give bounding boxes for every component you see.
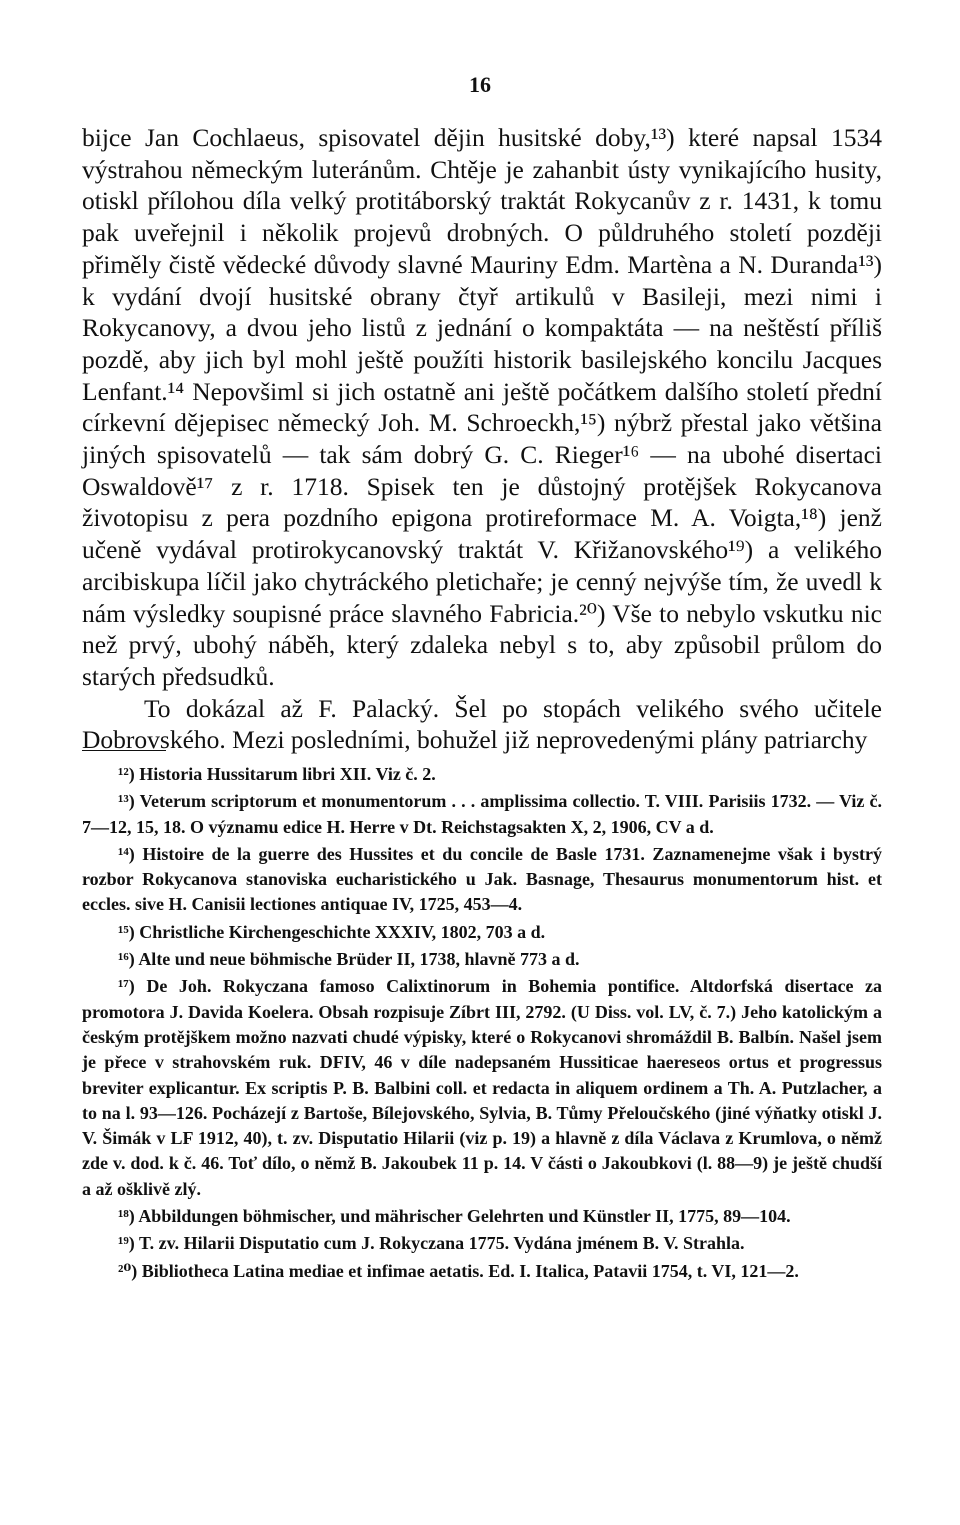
footnote-marker: ¹⁶) xyxy=(118,949,135,970)
footnote-13 xyxy=(82,789,882,840)
footnote-14 xyxy=(82,842,882,918)
footnote-17 xyxy=(82,974,882,1202)
footnote-18 xyxy=(82,1204,882,1229)
footnote-16 xyxy=(82,947,882,972)
footnote-text: Histoire de la guerre des Hussites et du concile de Basle 1731. Zaznamenejme však i bystrý rozbor Rokycanova stanoviska eucharistického u Jak. Basnage, Thesaurus monumentorum hist. et eccles. sive H. Canisii lectiones antiquae IV, 1725, 453—4. xyxy=(82,843,882,915)
footnote-15 xyxy=(82,920,882,945)
footnote-text: T. zv. Hilarii Disputatio cum J. Rokyczana 1775. Vydána jménem B. V. Strahla. xyxy=(138,1233,745,1254)
footnotes xyxy=(82,762,882,1286)
footnote-text: Christliche Kirchengeschichte XXXIV, 1802, 703 a d. xyxy=(139,921,546,942)
footnote-text: Bibliotheca Latina mediae et infimae aetatis. Ed. I. Italica, Patavii 1754, t. VI, 121—2. xyxy=(141,1260,799,1281)
footnote-12 xyxy=(82,762,882,787)
footnote-marker: ¹²) xyxy=(118,764,135,784)
footnote-marker: ¹⁸) xyxy=(118,1206,135,1227)
footnote-text: Historia Hussitarum libri XII. Viz č. 2. xyxy=(139,764,436,784)
footnote-divider xyxy=(82,750,166,751)
body-paragraph-2: To dokázal až F. Palacký. Šel po stopách velikého svého učitele Dobrovského. Mezi posledními, bohužel již neprovedenými plány patriarchy xyxy=(82,693,882,755)
footnote-19 xyxy=(82,1231,882,1256)
footnote-text: Alte und neue böhmische Brüder II, 1738, hlavně 773 a d. xyxy=(138,949,580,970)
footnote-text: Abbildungen böhmischer, und mährischer Gelehrten und Künstler II, 1775, 89—104. xyxy=(138,1206,791,1227)
footnote-text: De Joh. Rokyczana famoso Calixtinorum in Bohemia pontifice. Altdorfská disertace za promotora J. Davida Koelera. Obsah rozpisuje Zíbrt III, 2792. (U Diss. vol. LV, č. 7.) Jeho katolickým a českým protějškem možno nazvati chudé výpisky, které o Rokycanovi shromáždil B. Balbín. Našel jsem je přece v strahovském ruk. DFIV, 46 v díle nadepsaném Hussiticae haereseos ortus et progressus breviter explicantur. Ex scriptis P. B. Balbini coll. et redacta in aliquem ordinem a Th. A. Putzlacher, a to na l. 93—126. Pocházejí z Bartoše, Bílejovského, Sylvia, B. Tůmy Přeloučského (jiné výňatky otiskl J. V. Šimák v LF 1912, 40), t. zv. Disputatio Hilarii (viz p. 19) a hlavně z díla Václava z Krumlova, o němž zde v. dod. k č. 46. Toť dílo, o němž B. Jakoubek 11 p. 14. V části o Jakoubkovi (l. 88—9) je ještě chudší a až ošklivě zlý. xyxy=(82,976,883,1199)
main-text xyxy=(82,122,882,756)
footnote-marker: ¹³) xyxy=(118,791,135,812)
footnote-marker: ¹⁷) xyxy=(118,976,135,997)
footnote-20 xyxy=(82,1259,882,1284)
footnote-marker: ¹⁵) xyxy=(118,921,135,942)
body-paragraph-1: bijce Jan Cochlaeus, spisovatel dějin husitské doby,¹³) které napsal 1534 výstrahou německým luteránům. Chtěje je zahanbit ústy vynikajícího husity, otiskl přílohou díla velký protitáborský traktát Rokycanův z r. 1431, k tomu pak uveřejnil i několik projevů drobných. O půldruhého století později přiměly čistě vědecké důvody slavné Mauriny Edm. Martèna a N. Duranda¹³) k vydání dvojí husitské obrany čtyř artikulů v Basileji, mezi nimi i Rokycanovy, a dvou jeho listů z jednání o kompaktáta — na neštěstí příliš pozdě, aby jich byl mohl ještě použíti historik basilejského koncilu Jacques Lenfant.¹⁴ Nepovšiml si jich ostatně ani ještě počátkem dalšího století přední církevní dějepisec německý Joh. M. Schroeckh,¹⁵) nýbrž přestal jako většina jiných spisovatelů — tak sám dobrý G. C. Rieger¹⁶ — na ubohé disertaci Oswaldově¹⁷ z r. 1718. Spisek ten je důstojný protějšek Rokycanova životopisu z pera pozdního epigona protireformace M. A. Voigta,¹⁸) jenž učeně vydával protirokycanovský traktát V. Křižanovského¹⁹) a velikého arcibiskupa líčil jako chytráckého pletichaře; je cenný nejvýše tím, že uvedl k nám výsledky soupisné práce slavného Fabricia.²⁰) Vše to nebylo vskutku nic než prvý, ubohý náběh, který zdaleka nebyl s to, aby způsobil průlom do starých předsudků. xyxy=(82,123,882,691)
footnote-marker: ¹⁴) xyxy=(118,843,135,864)
footnote-marker: ¹⁹) xyxy=(118,1233,135,1254)
page-number: 16 xyxy=(469,72,491,97)
footnote-text: Veterum scriptorum et monumentorum . . . amplissima collectio. T. VIII. Parisiis 1732. — Viz č. 7—12, 15, 18. O významu edice H. Herre v Dt. Reichstagsakten X, 2, 1906, CV a d. xyxy=(82,791,882,837)
footnote-marker: ²⁰) xyxy=(118,1260,138,1281)
